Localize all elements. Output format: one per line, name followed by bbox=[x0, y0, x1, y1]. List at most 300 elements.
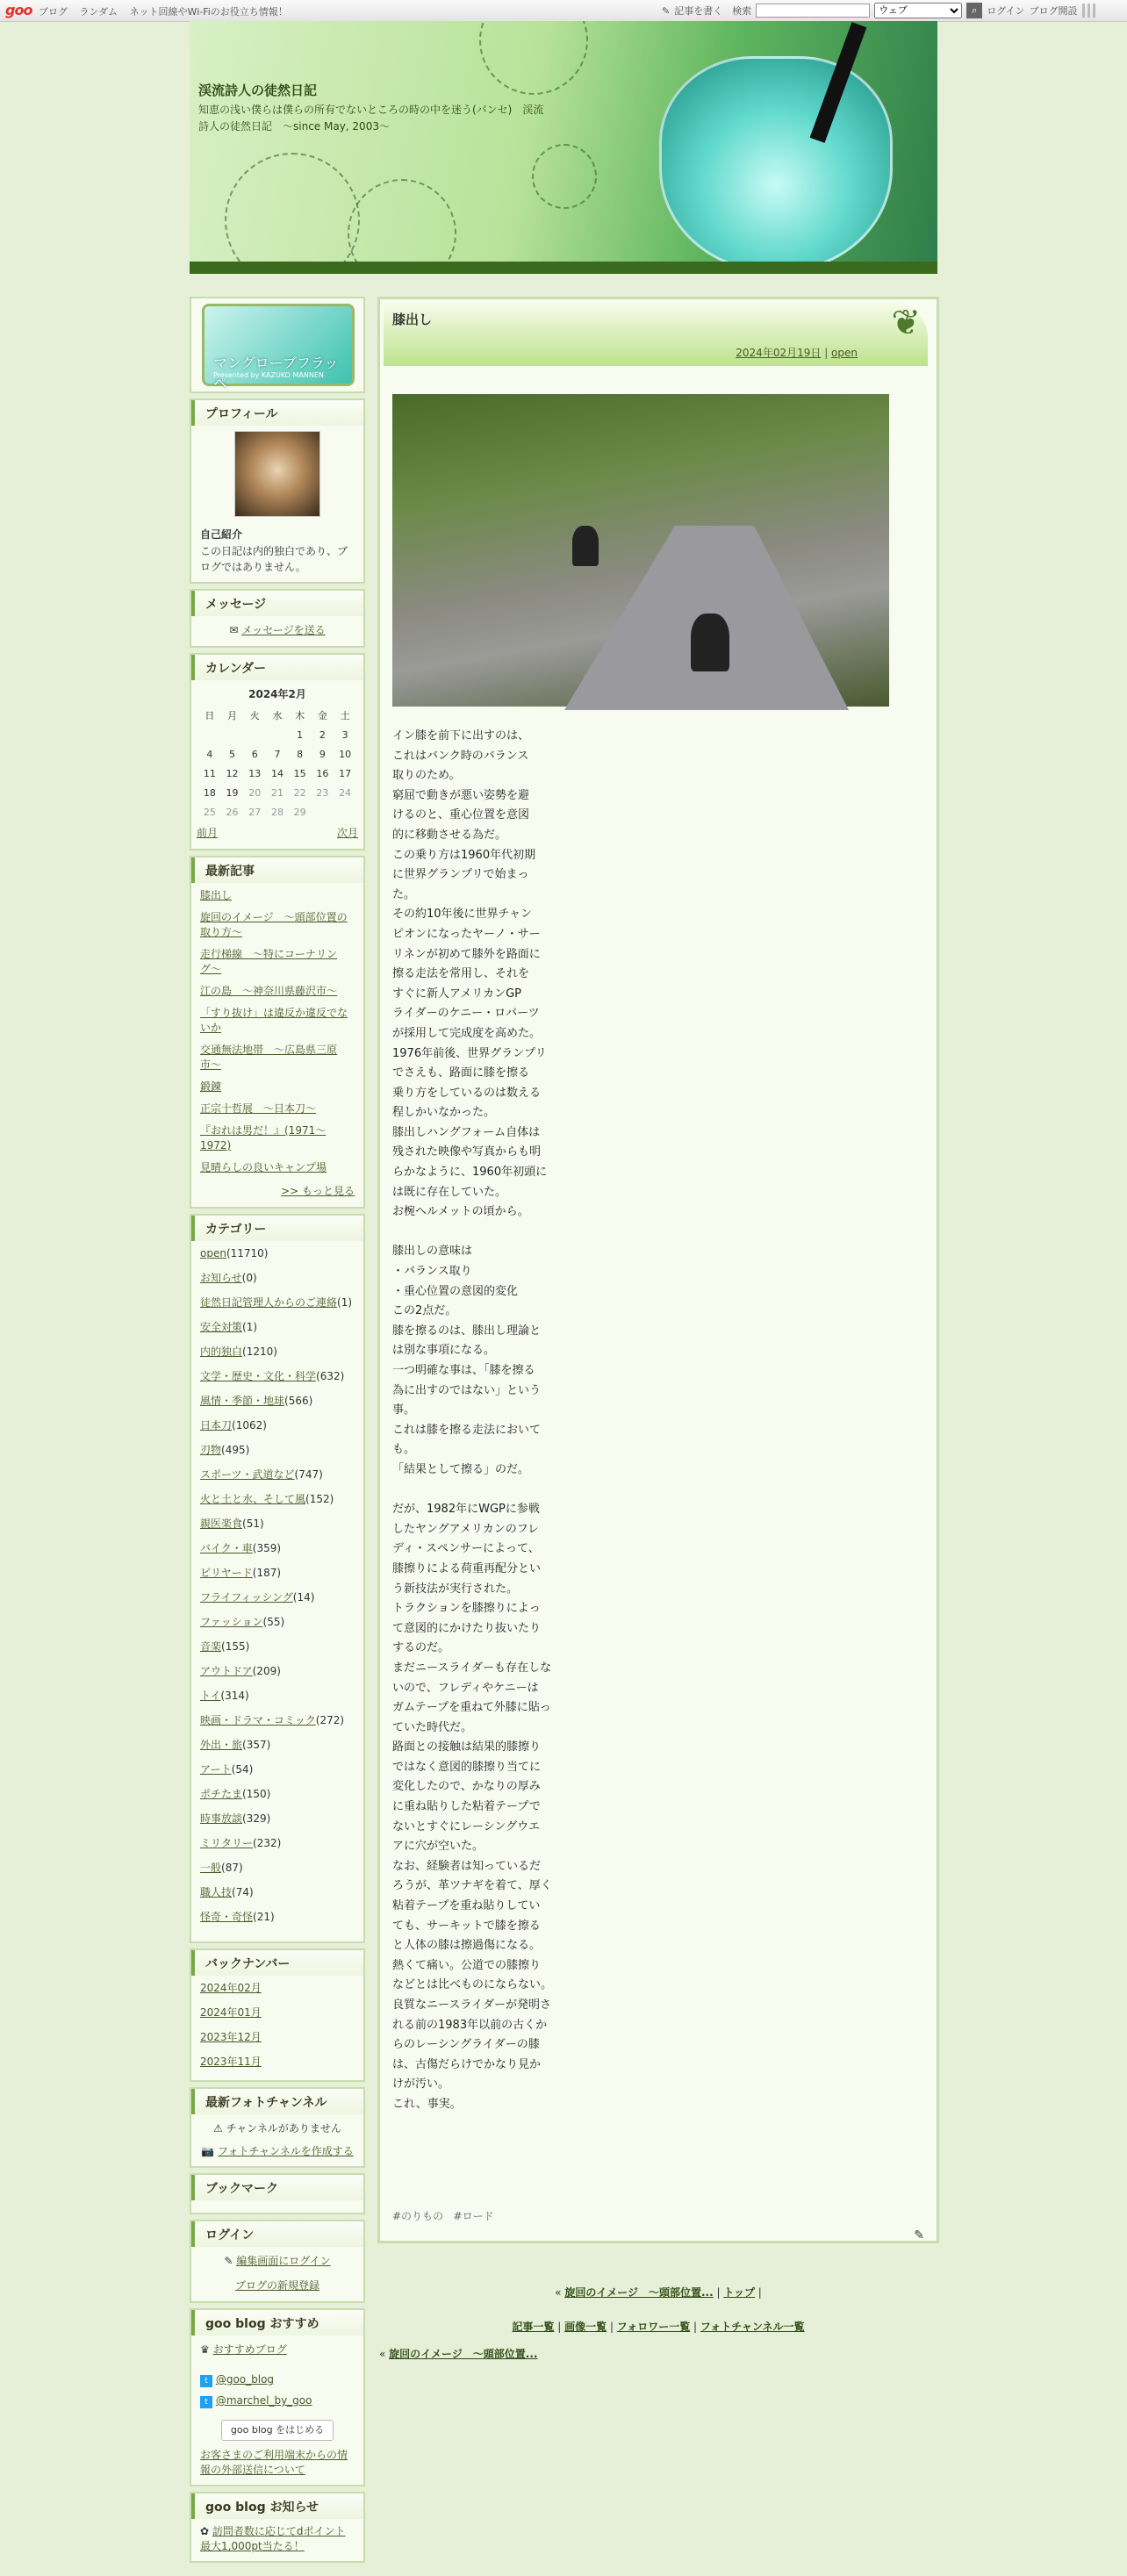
category-row bbox=[200, 1640, 355, 1654]
category-link[interactable]: ミリタリー bbox=[200, 1837, 254, 1849]
post-body-line: これは膝を擦る走法において bbox=[392, 1423, 542, 1437]
category-count: (495) bbox=[221, 1444, 250, 1456]
top-link[interactable]: トップ bbox=[723, 2286, 755, 2299]
post-body-line: 膝出しの意味は bbox=[392, 1245, 473, 1259]
category-count: (272) bbox=[315, 1714, 345, 1726]
post-body-line: トラクションを膝擦りによっ bbox=[392, 1602, 541, 1616]
post-body-line: 擦る走法を常用し、それを bbox=[392, 967, 530, 981]
images-list-link[interactable]: 画像一覧 bbox=[564, 2321, 607, 2333]
nav-random-link[interactable]: ランダム bbox=[79, 6, 118, 18]
post-body-line: 良質なニースライダーが発明さ bbox=[392, 1998, 551, 2012]
calendar-day: 28 bbox=[270, 807, 284, 818]
post-category-link[interactable]: open bbox=[831, 347, 858, 359]
post-body-line: と人体の膝は擦過傷になる。 bbox=[392, 1939, 542, 1953]
nav-blog-link[interactable]: ブログ bbox=[39, 6, 68, 18]
blog-description: 知恵の浅い僕らは僕らの所有でないところの時の中を迷う(パンセ) 渓流詩人の徒然日記 〜since May, 2003〜 bbox=[198, 104, 544, 133]
post-body-line: れる前の1983年以前の古くか bbox=[392, 2018, 548, 2032]
post-body-line: 膝擦りによる荷重再配分とい bbox=[392, 1561, 542, 1575]
backnumber-link[interactable]: 2024年01月 bbox=[200, 2006, 262, 2019]
create-photochannel-link[interactable]: フォトチャンネルを作成する bbox=[218, 2145, 354, 2157]
category-count: (55) bbox=[262, 1616, 285, 1628]
pencil-icon: ✎ bbox=[662, 4, 671, 17]
recommend-heading: goo blog おすすめ bbox=[191, 2310, 363, 2336]
category-count: (329) bbox=[242, 1812, 271, 1825]
calendar-day[interactable]: 6 bbox=[251, 749, 258, 760]
prev-post-link[interactable]: 旋回のイメージ 〜頭部位置... bbox=[564, 2286, 714, 2299]
post-body-line: 1976年前後、世界グランプリ bbox=[392, 1046, 547, 1060]
write-post-link[interactable]: 記事を書く bbox=[674, 5, 723, 17]
post-body-line: ディ・スペンサーによって、 bbox=[392, 1542, 540, 1556]
lace-decoration bbox=[479, 21, 588, 95]
prev-post-link-bottom[interactable]: 旋回のイメージ 〜頭部位置... bbox=[389, 2348, 538, 2360]
category-link[interactable]: 日本刀 bbox=[200, 1419, 233, 1432]
recent-post-link[interactable]: 見晴らしの良いキャンプ場 bbox=[200, 1161, 327, 1173]
category-link[interactable]: 外出・旅 bbox=[200, 1739, 243, 1751]
notice-box bbox=[190, 2492, 365, 2563]
post-body-line: その約10年後に世界チャン bbox=[392, 908, 533, 922]
category-link[interactable]: ポチたま bbox=[200, 1788, 243, 1800]
signup-link[interactable]: ブログ開設 bbox=[1029, 5, 1078, 17]
calendar-day[interactable]: 16 bbox=[316, 768, 329, 779]
category-count: (1210) bbox=[242, 1345, 277, 1358]
recent-post-link[interactable]: 鍛錬 bbox=[200, 1080, 222, 1093]
post-body-line: 膝出しハングフォーム自体は bbox=[392, 1125, 541, 1139]
post-title[interactable]: 膝出し bbox=[392, 312, 433, 327]
category-link[interactable]: トイ bbox=[200, 1690, 221, 1702]
post-body-line: するのだ。 bbox=[392, 1641, 450, 1655]
category-count: (747) bbox=[294, 1468, 323, 1481]
post-body-line: けが汚い。 bbox=[392, 2077, 450, 2092]
calendar-day bbox=[243, 726, 266, 745]
banner-subtitle: Presented by KAZUKO MANNEN bbox=[213, 371, 324, 379]
twitter-icon: t bbox=[200, 2396, 212, 2408]
login-heading: ログイン bbox=[191, 2221, 363, 2247]
post-body-line bbox=[392, 1481, 585, 1501]
post-body-line: ではなく意図的膝擦り当てに bbox=[392, 1760, 542, 1774]
category-row bbox=[200, 1615, 355, 1630]
category-link[interactable]: フライフィッシング bbox=[200, 1591, 293, 1604]
external-transmission-link[interactable]: お客さまのご利用端末からの情報の外部送信について bbox=[200, 2449, 348, 2476]
calendar-day[interactable]: 7 bbox=[274, 749, 281, 760]
category-row bbox=[200, 1713, 355, 1728]
backnumber-link[interactable]: 2023年11月 bbox=[200, 2056, 262, 2068]
avatar bbox=[234, 431, 320, 517]
categories-heading: カテゴリー bbox=[191, 1216, 363, 1241]
category-count: (566) bbox=[284, 1395, 313, 1407]
category-row bbox=[200, 1345, 355, 1360]
post-body-line: が採用して完成度を高めた。 bbox=[392, 1026, 542, 1040]
category-count: (632) bbox=[316, 1370, 345, 1382]
lace-decoration bbox=[348, 179, 456, 274]
post-body-line: た。 bbox=[392, 887, 416, 901]
calendar-day: 25 bbox=[203, 807, 216, 818]
category-link[interactable]: 一般 bbox=[200, 1862, 222, 1874]
category-link[interactable]: お知らせ bbox=[200, 1272, 242, 1284]
bookmark-box bbox=[190, 2173, 365, 2214]
category-link[interactable]: ファッション bbox=[200, 1616, 263, 1628]
calendar-day[interactable]: 8 bbox=[297, 749, 304, 760]
calendar-month: 2024年2月 bbox=[248, 688, 306, 700]
search-label: 検索 bbox=[732, 5, 752, 17]
start-goo-blog-button[interactable]: goo blog をはじめる bbox=[221, 2420, 334, 2441]
calendar-day[interactable]: 18 bbox=[203, 787, 216, 799]
calendar-day[interactable]: 11 bbox=[203, 768, 216, 779]
notice-heading: goo blog お知らせ bbox=[191, 2493, 363, 2519]
category-link[interactable]: 徒然日記管理人からのご連絡 bbox=[200, 1296, 338, 1309]
category-row bbox=[200, 1910, 355, 1925]
category-count: (0) bbox=[241, 1272, 257, 1284]
calendar-heading: カレンダー bbox=[191, 655, 363, 680]
category-link[interactable]: 火と土と水、そして風 bbox=[200, 1493, 306, 1505]
category-link[interactable]: 文学・歴史・文化・科学 bbox=[200, 1370, 317, 1382]
recent-post-link[interactable]: 「すり抜け」は違反か違反でないか bbox=[200, 1007, 348, 1034]
post-body-line: ていた時代だ。 bbox=[392, 1720, 473, 1734]
recommend-box bbox=[190, 2308, 365, 2486]
post-entry bbox=[377, 297, 939, 2243]
top-right bbox=[662, 3, 1096, 18]
post-body-line: 変化したので、かなりの厚み bbox=[392, 1780, 541, 1794]
edit-pencil-icon[interactable]: ✎ bbox=[914, 2228, 924, 2242]
post-body-line: ろうが、革ツナギを着て、厚く bbox=[392, 1879, 552, 1893]
crown-icon: ♛ bbox=[200, 2343, 210, 2356]
nav-info-link[interactable]: ネット回線やWi-Fiのお役立ち情報！ bbox=[129, 6, 288, 18]
category-count: (152) bbox=[305, 1493, 334, 1505]
search-icon[interactable]: ⌕ bbox=[966, 3, 982, 18]
rider-image bbox=[572, 526, 599, 566]
post-body-line: ガムテープを重ねて外膝に貼っ bbox=[392, 1701, 551, 1715]
category-count: (51) bbox=[242, 1518, 264, 1530]
category-count: (14) bbox=[292, 1591, 315, 1604]
category-count: (1) bbox=[337, 1296, 353, 1309]
category-row bbox=[200, 1517, 355, 1532]
twitter-marchel-link[interactable]: @marchel_by_goo bbox=[215, 2394, 312, 2407]
category-link[interactable]: 職人技 bbox=[200, 1886, 233, 1898]
notice-icon: ✿ bbox=[200, 2525, 210, 2537]
post-body-line: も。 bbox=[392, 1443, 416, 1457]
category-row bbox=[200, 1861, 355, 1876]
blog-title[interactable]: 渓流詩人の徒然日記 bbox=[198, 83, 318, 98]
warning-icon: ⚠ bbox=[213, 2122, 223, 2135]
no-channel-text: チャンネルがありません bbox=[226, 2122, 341, 2135]
post-body-line: ライダーのケニー・ロバーツ bbox=[392, 1007, 540, 1021]
prev-post-bottom: « 旋回のイメージ 〜頭部位置... bbox=[379, 2348, 538, 2360]
category-link[interactable]: アート bbox=[200, 1763, 232, 1776]
recent-post-link[interactable]: 膝出し bbox=[200, 889, 233, 901]
post-body-line: て意図的にかけたり抜いたり bbox=[392, 1621, 542, 1635]
post-body-line: 窮屈で動きが悪い姿勢を避 bbox=[392, 788, 530, 802]
weekday: 月 bbox=[227, 710, 238, 721]
post-body-line: ・バランス取り bbox=[392, 1265, 472, 1279]
category-row bbox=[200, 1787, 355, 1802]
category-link[interactable]: 映画・ドラマ・コミック bbox=[200, 1714, 316, 1726]
category-list bbox=[191, 1246, 363, 1925]
twitter-goo-blog-link[interactable]: @goo_blog bbox=[215, 2373, 275, 2386]
calendar-day: 22 bbox=[293, 787, 306, 799]
photochannel-list-link[interactable]: フォトチャンネル一覧 bbox=[700, 2321, 805, 2333]
calendar-day[interactable]: 13 bbox=[248, 768, 262, 779]
post-body-line: これ、事実。 bbox=[392, 2097, 462, 2111]
calendar-day: 29 bbox=[293, 807, 306, 818]
post-body-line: 残された映像や写真からも明 bbox=[392, 1145, 542, 1159]
post-body-line: 一つ明確な事は、「膝を擦る bbox=[392, 1364, 535, 1377]
calendar-day[interactable]: 5 bbox=[229, 749, 236, 760]
post-body-line: 粘着テープを重ね貼りしてい bbox=[392, 1899, 541, 1913]
post-body-line: 為に出すのではない」という bbox=[392, 1383, 542, 1397]
header-band bbox=[190, 262, 937, 274]
post-body-line: は、古傷だらけでかなり見か bbox=[392, 2057, 542, 2071]
category-count: (187) bbox=[252, 1567, 282, 1579]
post-body-line: でさえも、路面に膝を擦る bbox=[392, 1066, 530, 1080]
category-count: (87) bbox=[221, 1862, 243, 1874]
post-body-line: 膝を擦るのは、膝出し理論と bbox=[392, 1324, 542, 1338]
tag-link[interactable]: #のりもの bbox=[392, 2210, 444, 2222]
calendar-box bbox=[190, 653, 365, 850]
category-count: (1) bbox=[242, 1321, 258, 1333]
post-date-link[interactable]: 2024年02月19日 bbox=[736, 347, 822, 359]
category-count: (357) bbox=[242, 1739, 271, 1751]
rider-image bbox=[691, 614, 729, 671]
category-link[interactable]: アウトドア bbox=[200, 1665, 253, 1677]
calendar-day bbox=[312, 803, 334, 822]
weekday: 金 bbox=[317, 710, 327, 721]
backnumber-link[interactable]: 2023年12月 bbox=[200, 2031, 262, 2043]
photochannel-box bbox=[190, 2087, 365, 2168]
calendar-day[interactable]: 17 bbox=[339, 768, 352, 779]
post-body-line: したヤングアメリカンのフレ bbox=[392, 1522, 540, 1536]
categories-box bbox=[190, 1214, 365, 1943]
category-link[interactable]: 時事放談 bbox=[200, 1812, 243, 1825]
self-intro-text: この日記は内的独白であり、ブログではありません。 bbox=[200, 545, 348, 573]
pencil-icon: ✎ bbox=[224, 2255, 233, 2267]
category-link[interactable]: 内的独白 bbox=[200, 1345, 243, 1358]
post-tags bbox=[392, 2208, 494, 2223]
category-row bbox=[200, 1590, 355, 1605]
calendar-day[interactable]: 4 bbox=[206, 749, 213, 760]
post-body bbox=[392, 727, 585, 2115]
calendar-day: 26 bbox=[226, 807, 239, 818]
backnumber-link[interactable]: 2024年02月 bbox=[200, 1982, 262, 1994]
category-link[interactable]: ビリヤード bbox=[200, 1567, 253, 1579]
top-nav bbox=[39, 4, 297, 18]
posts-list-link[interactable]: 記事一覧 bbox=[512, 2321, 555, 2333]
menu-grid-icon[interactable] bbox=[1082, 4, 1096, 18]
motorcycle-photo[interactable] bbox=[392, 394, 889, 707]
category-link[interactable]: バイク・車 bbox=[200, 1542, 253, 1554]
photochannel-heading: 最新フォトチャンネル bbox=[191, 2089, 363, 2114]
category-row bbox=[200, 1295, 355, 1310]
goo-logo[interactable]: goo bbox=[5, 2, 32, 18]
message-heading: メッセージ bbox=[191, 591, 363, 616]
calendar-day bbox=[334, 803, 356, 822]
calendar-day[interactable]: 15 bbox=[293, 768, 306, 779]
category-row bbox=[200, 1541, 355, 1556]
category-link[interactable]: 風情・季節・地球 bbox=[200, 1395, 285, 1407]
recent-post-link[interactable]: 『おれは男だ！』(1971〜1972) bbox=[200, 1124, 327, 1152]
calendar-next-link[interactable]: 次月 bbox=[336, 827, 358, 839]
profile-box bbox=[190, 398, 365, 584]
top-bar bbox=[0, 0, 1127, 22]
calendar-day[interactable]: 2 bbox=[319, 729, 326, 741]
post-body-line: らのレーシングライダーの膝 bbox=[392, 2038, 540, 2052]
category-link[interactable]: スポーツ・武道など bbox=[200, 1468, 295, 1481]
weekday: 土 bbox=[340, 710, 350, 721]
recent-post-link[interactable]: 正宗十哲展 〜日本刀〜 bbox=[200, 1102, 317, 1115]
blog-header bbox=[190, 21, 937, 274]
category-count: (209) bbox=[252, 1665, 281, 1677]
category-row bbox=[200, 1836, 355, 1851]
post-body-line: 事。 bbox=[392, 1403, 416, 1417]
calendar-day: 27 bbox=[248, 807, 262, 818]
calendar-day[interactable]: 19 bbox=[226, 787, 239, 799]
category-count: (155) bbox=[221, 1640, 250, 1653]
post-body-line: これはバンク時のバランス bbox=[392, 749, 529, 763]
mangrove-frappe-banner[interactable] bbox=[202, 304, 355, 391]
calendar-day[interactable]: 3 bbox=[341, 729, 348, 741]
calendar-table bbox=[198, 707, 356, 822]
category-row bbox=[200, 1271, 355, 1286]
calendar-day bbox=[198, 726, 221, 745]
post-body-line: う新技法が実行された。 bbox=[392, 1582, 519, 1596]
notice-link[interactable]: 訪問者数に応じてdポイント最大1,000pt当たる！ bbox=[200, 2525, 346, 2552]
calendar-day[interactable]: 12 bbox=[226, 768, 239, 779]
recent-posts-heading: 最新記事 bbox=[191, 857, 363, 883]
calendar-day: 23 bbox=[316, 787, 329, 799]
category-row bbox=[200, 1566, 355, 1581]
calendar-day bbox=[221, 726, 244, 745]
post-body-line: ても、サーキットで膝を擦る bbox=[392, 1919, 541, 1933]
send-message-link[interactable]: メッセージを送る bbox=[241, 624, 326, 636]
recent-posts-box bbox=[190, 856, 365, 1209]
calendar-prev-link[interactable]: 前月 bbox=[197, 827, 219, 839]
backnumber-box bbox=[190, 1948, 365, 2082]
profile-heading: プロフィール bbox=[191, 400, 363, 426]
category-row bbox=[200, 1738, 355, 1753]
calendar-day: 21 bbox=[270, 787, 284, 799]
lace-decoration bbox=[532, 144, 597, 209]
post-body-line: なお、経験者は知っているだ bbox=[392, 1859, 542, 1873]
recent-post-link[interactable]: 交通無法地帯 〜広島県三原市〜 bbox=[200, 1044, 338, 1071]
banner-title: マングローブフラッペ bbox=[213, 355, 339, 391]
envelope-icon: ✉ bbox=[229, 624, 239, 636]
post-body-line: けるのと、重心位置を意図 bbox=[392, 808, 530, 822]
login-box bbox=[190, 2220, 365, 2303]
category-row bbox=[200, 1394, 355, 1409]
frappe-glass-image bbox=[659, 56, 893, 272]
recommended-blogs-link[interactable]: おすすめブログ bbox=[212, 2343, 287, 2356]
post-body-line: お椀ヘルメットの頃から。 bbox=[392, 1205, 529, 1219]
lace-decoration bbox=[225, 153, 360, 274]
post-body-line: この乗り方は1960年代初期 bbox=[392, 848, 536, 862]
category-count: (11710) bbox=[226, 1247, 269, 1259]
post-pager: « 旋回のイメージ 〜頭部位置... | トップ | 記事一覧 | 画像一覧 | フォロワー一覧 | フォトチャンネル一覧 « 旋回のイメージ 〜頭部位置... bbox=[379, 2286, 805, 2360]
post-body-line: いので、フレディやケニーは bbox=[392, 1681, 539, 1695]
post-body-line: ないとすぐにレーシングウエ bbox=[392, 1819, 541, 1833]
category-count: (21) bbox=[253, 1911, 275, 1923]
category-row bbox=[200, 1443, 355, 1458]
camera-icon: 📷 bbox=[201, 2145, 215, 2157]
recent-post-link[interactable]: 走行梯線 〜特にコーナリング〜 bbox=[200, 948, 338, 975]
category-row bbox=[200, 1492, 355, 1507]
recent-post-link[interactable]: 江の島 〜神奈川県藤沢市〜 bbox=[200, 985, 338, 997]
calendar-day[interactable]: 14 bbox=[270, 768, 284, 779]
calendar-day[interactable]: 10 bbox=[339, 749, 352, 760]
self-intro-label: 自己紹介 bbox=[200, 528, 243, 541]
category-row bbox=[200, 1812, 355, 1826]
category-link[interactable]: 親医楽食 bbox=[200, 1518, 243, 1530]
category-link[interactable]: 刃物 bbox=[200, 1444, 222, 1456]
backnumber-heading: バックナンバー bbox=[191, 1950, 363, 1976]
post-body-line: リネンが初めて膝外を路面に bbox=[392, 947, 541, 961]
post-body-line: イン膝を前下に出すのは、 bbox=[392, 729, 530, 743]
message-box bbox=[190, 589, 365, 648]
category-link[interactable]: 安全対策 bbox=[200, 1321, 243, 1333]
weekday: 水 bbox=[272, 710, 283, 721]
search-scope-select[interactable] bbox=[874, 3, 962, 18]
category-count: (359) bbox=[252, 1542, 282, 1554]
calendar-day[interactable]: 9 bbox=[319, 749, 326, 760]
search-input[interactable] bbox=[756, 4, 870, 18]
post-meta: 2024年02月19日 | open bbox=[736, 347, 858, 359]
sidebar bbox=[190, 297, 365, 2568]
category-row bbox=[200, 1369, 355, 1384]
category-count: (232) bbox=[253, 1837, 282, 1849]
weekday: 火 bbox=[249, 710, 260, 721]
recent-post-link[interactable]: 旋回のイメージ 〜頭部位置の取り方〜 bbox=[200, 911, 348, 938]
more-posts-link[interactable]: >> もっと見る bbox=[281, 1185, 355, 1197]
banner-box bbox=[190, 297, 365, 393]
category-row bbox=[200, 1467, 355, 1482]
post-body-line: 取りのため。 bbox=[392, 769, 461, 783]
post-body-line: などとは比べものにならない。 bbox=[392, 1978, 553, 1992]
category-link[interactable]: 怪奇・奇怪 bbox=[200, 1911, 254, 1923]
leaf-icon: ❦ bbox=[891, 303, 921, 343]
bookmark-heading: ブックマーク bbox=[191, 2175, 363, 2200]
calendar-day: 24 bbox=[339, 787, 352, 799]
tag-link[interactable]: #ロード bbox=[453, 2210, 494, 2222]
login-link[interactable]: ログイン bbox=[987, 5, 1025, 17]
category-row bbox=[200, 1762, 355, 1777]
post-body-line: 乗り方をしているのは数える bbox=[392, 1086, 542, 1100]
post-body-line: すぐに新人アメリカンGP bbox=[392, 987, 522, 1001]
post-body-line: らかなように、1960年初頭に bbox=[392, 1166, 548, 1180]
category-row bbox=[200, 1689, 355, 1704]
new-blog-link[interactable]: ブログの新規登録 bbox=[234, 2279, 319, 2292]
category-link[interactable]: open bbox=[200, 1247, 226, 1259]
edit-login-link[interactable]: 編集画面にログイン bbox=[236, 2255, 331, 2267]
post-body-line: まだニースライダーも存在しな bbox=[392, 1661, 551, 1675]
category-row bbox=[200, 1246, 355, 1261]
followers-list-link[interactable]: フォロワー一覧 bbox=[616, 2321, 691, 2333]
category-row bbox=[200, 1320, 355, 1335]
category-count: (54) bbox=[231, 1763, 254, 1776]
post-body-line: ピオンになったヤーノ・サー bbox=[392, 927, 541, 941]
category-count: (314) bbox=[220, 1690, 249, 1702]
calendar-day bbox=[266, 726, 289, 745]
post-body-line: に重ね貼りした粘着テープで bbox=[392, 1800, 541, 1814]
calendar-day[interactable]: 1 bbox=[297, 729, 304, 741]
post-body-line: は別な事項になる。 bbox=[392, 1344, 496, 1358]
post-body-line: 路面との接触は結果的膝擦り bbox=[392, 1740, 542, 1754]
post-body-line: だが、1982年にWGPに参戦 bbox=[392, 1503, 540, 1517]
category-link[interactable]: 音楽 bbox=[200, 1640, 222, 1653]
weekday: 木 bbox=[295, 710, 305, 721]
post-body-line bbox=[392, 1223, 585, 1243]
post-body-line: 的に移動させる為だ。 bbox=[392, 828, 507, 842]
post-body-line: 熱くて痛い。公道での膝擦り bbox=[392, 1958, 542, 1972]
category-row bbox=[200, 1885, 355, 1900]
post-body-line: に世界グランプリで始まっ bbox=[392, 868, 529, 882]
category-row bbox=[200, 1664, 355, 1679]
